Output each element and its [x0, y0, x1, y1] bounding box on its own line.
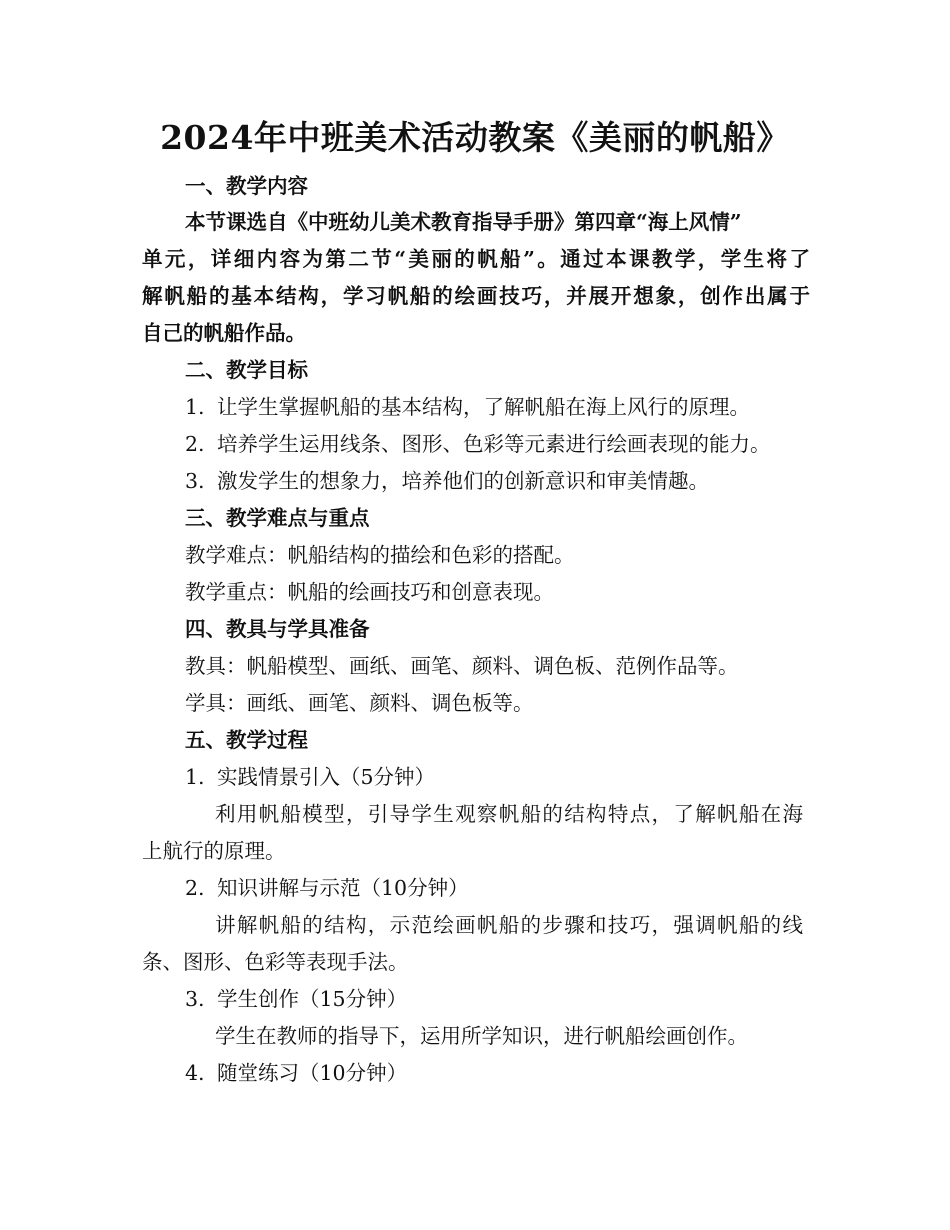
step-number: 3.: [185, 987, 205, 1011]
content-paragraph-line-3: 解帆船的基本结构，学习帆船的绘画技巧，并展开想象，创作出属于: [142, 284, 810, 308]
objective-number: 1.: [185, 395, 205, 419]
difficulty-text: 教学难点：帆船结构的描绘和色彩的搭配。: [185, 543, 575, 567]
objective-number: 3.: [185, 469, 205, 493]
step-title-text: 知识讲解与示范（10分钟）: [217, 876, 469, 900]
objective-item: [185, 467, 853, 495]
teacher-materials-text: 教具：帆船模型、画纸、画笔、颜料、调色板、范例作品等。: [185, 654, 739, 678]
step-number: 1.: [185, 765, 205, 789]
step-description-line-1: 学生在教师的指导下，运用所学知识，进行帆船绘画创作。: [215, 1024, 748, 1048]
objective-item: [185, 430, 853, 458]
process-step-title: [185, 763, 853, 791]
process-step-title: [185, 1059, 853, 1087]
content-paragraph-line-4: 自己的帆船作品。: [142, 321, 306, 345]
content-paragraph-line-1: 本节课选自《中班幼儿美术教育指导手册》第四章“海上风情”: [185, 210, 742, 234]
step-title-text: 实践情景引入（5分钟）: [217, 765, 436, 789]
process-step-title: [185, 874, 853, 902]
step-description-line-2: 上航行的原理。: [142, 839, 286, 863]
step-description-line-1: 讲解帆船的结构，示范绘画帆船的步骤和技巧，强调帆船的线: [215, 913, 803, 937]
process-step-title: [185, 985, 853, 1013]
document-title: 2024年中班美术活动教案《美丽的帆船》: [160, 118, 790, 157]
objective-text: 培养学生运用线条、图形、色彩等元素进行绘画表现的能力。: [217, 432, 771, 456]
section-heading-process: 五、教学过程: [185, 728, 308, 752]
step-number: 4.: [185, 1061, 205, 1085]
section-heading-content: 一、教学内容: [185, 174, 308, 198]
section-heading-difficulties: 三、教学难点与重点: [185, 506, 370, 530]
key-point-text: 教学重点：帆船的绘画技巧和创意表现。: [185, 580, 554, 604]
section-heading-materials: 四、教具与学具准备: [185, 617, 370, 641]
step-title-text: 随堂练习（10分钟）: [217, 1061, 408, 1085]
objective-number: 2.: [185, 432, 205, 456]
section-heading-objectives: 二、教学目标: [185, 358, 308, 382]
objective-text: 让学生掌握帆船的基本结构，了解帆船在海上风行的原理。: [217, 395, 750, 419]
step-description-line-2: 条、图形、色彩等表现手法。: [142, 950, 409, 974]
objective-item: [185, 393, 853, 421]
step-description-line-1: 利用帆船模型，引导学生观察帆船的结构特点，了解帆船在海: [215, 802, 803, 826]
step-title-text: 学生创作（15分钟）: [217, 987, 408, 1011]
content-paragraph-line-2: 单元，详细内容为第二节“美丽的帆船”。通过本课教学，学生将了: [142, 247, 810, 271]
student-materials-text: 学具：画纸、画笔、颜料、调色板等。: [185, 691, 534, 715]
objective-text: 激发学生的想象力，培养他们的创新意识和审美情趣。: [217, 469, 709, 493]
step-number: 2.: [185, 876, 205, 900]
